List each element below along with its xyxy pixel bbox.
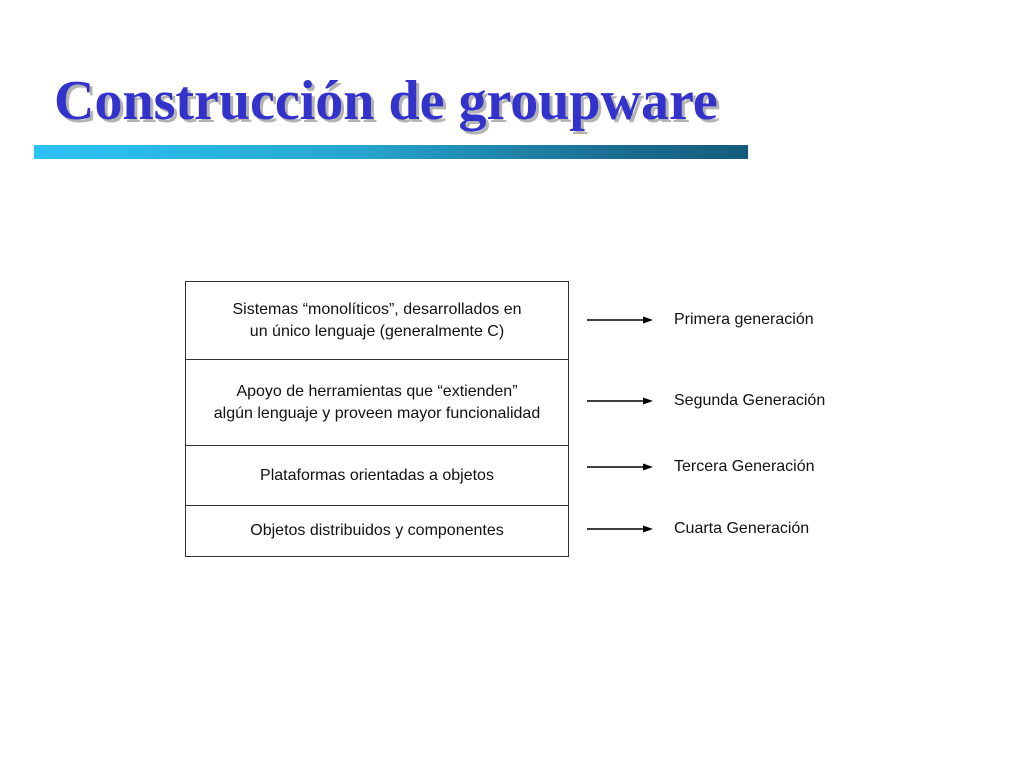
generation-label-1: Primera generación (674, 311, 814, 328)
right-arrow-icon (587, 396, 653, 406)
layer-box-1 (186, 282, 568, 359)
layer-box-4-text: Objetos distribuidos y componentes (250, 522, 504, 539)
generation-label-2: Segunda Generación (674, 392, 826, 409)
generation-layer-stack (185, 281, 569, 557)
layer-box-2 (186, 359, 568, 445)
right-arrow-icon (587, 462, 653, 472)
generation-label-3: Tercera Generación (674, 458, 815, 475)
generation-row-4 (587, 517, 810, 541)
layer-box-4 (186, 505, 568, 556)
generation-row-3 (587, 455, 815, 479)
right-arrow-icon (587, 524, 653, 534)
layer-box-1-text: Sistemas “monolíticos”, desarrollados en un único lenguaje (generalmente C) (232, 300, 522, 340)
layer-box-3-text: Plataformas orientadas a objetos (260, 466, 494, 484)
slide-title: Construcción de groupware (54, 70, 718, 132)
generation-label-4: Cuarta Generación (674, 520, 810, 537)
generation-row-1 (587, 308, 814, 332)
layer-box-2-text: Apoyo de herramientas que “extienden” algún lenguaje y proveen mayor funcionalidad (213, 382, 541, 422)
layer-box-3 (186, 445, 568, 505)
generation-row-2 (587, 389, 826, 413)
title-underline-bar (34, 145, 748, 159)
right-arrow-icon (587, 315, 653, 325)
